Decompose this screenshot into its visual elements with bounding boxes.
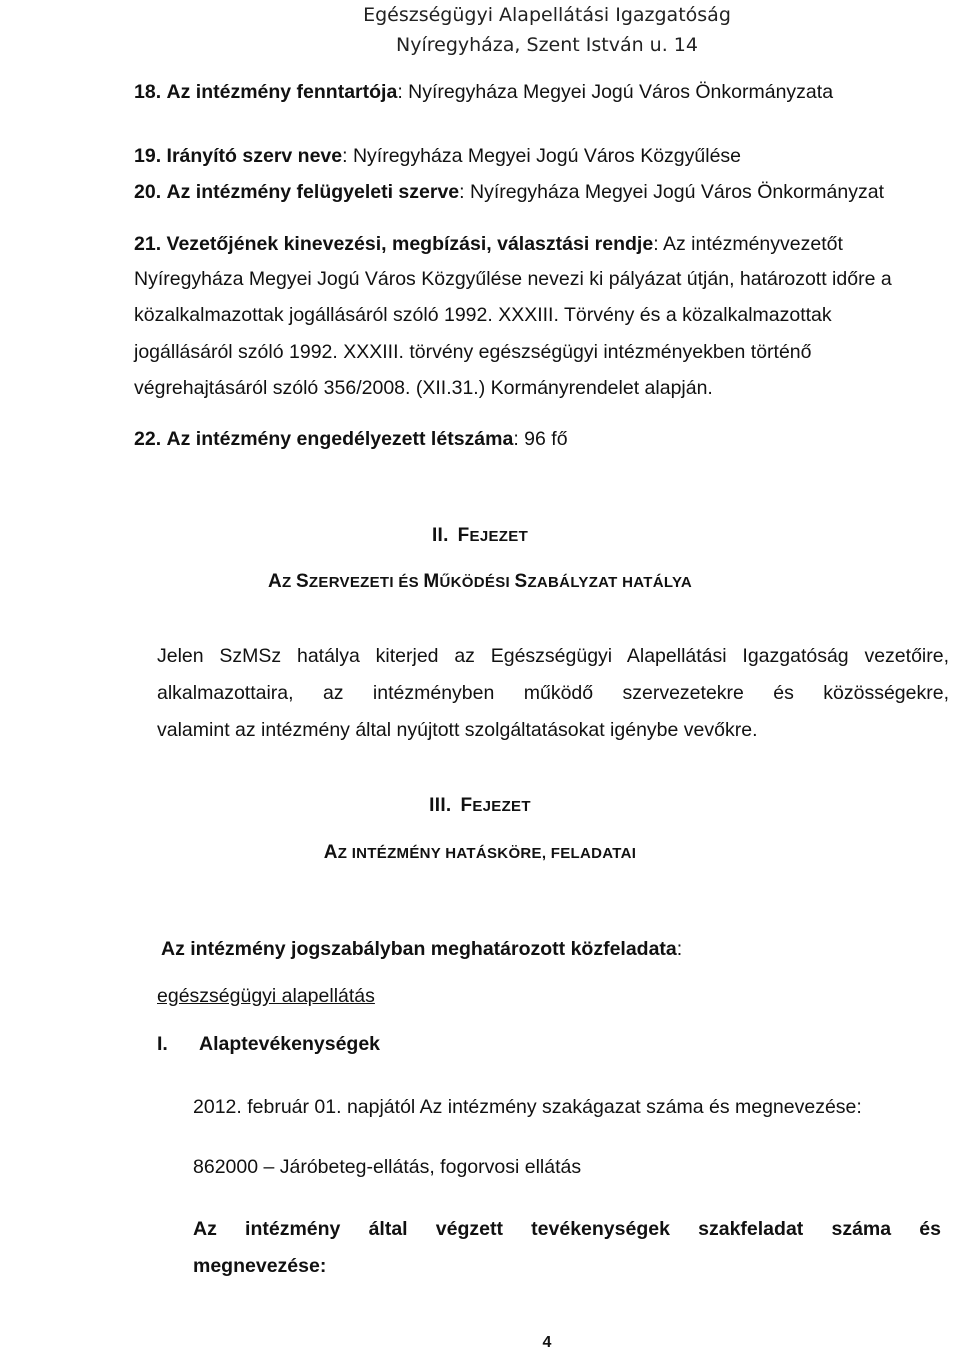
item-22 [134, 428, 568, 451]
chapter-3-subtitle [0, 842, 960, 864]
subtitle-part: ZABÁLYZAT HATÁLYA [527, 574, 693, 591]
subtitle-part: ÉS [398, 574, 424, 591]
item-20-value: Nyíregyháza Megyei Jogú Város Önkormányzat [464, 181, 885, 203]
subsection-title: Alaptevékenységek [199, 1033, 381, 1055]
chapter-2-paragraph-line-2: alkalmazottaira, az intézményben működő szervezetekre és közösségekre, [157, 682, 949, 704]
item-21-line-1: Nyíregyháza Megyei Jogú Város Közgyűlése nevezi ki pályázat útján, határozott időre a [134, 268, 892, 290]
item-18-colon: : [397, 81, 403, 103]
subsection-heading [157, 1033, 381, 1056]
chapter-2-subtitle [0, 571, 960, 593]
item-22-label: Az intézmény engedélyezett létszáma [166, 428, 514, 450]
item-21 [134, 233, 843, 256]
chapter-2-num: II. [431, 525, 449, 546]
item-20 [134, 181, 884, 204]
header-institution: Egészségügyi Alapellátási Igazgatóság [363, 4, 731, 26]
item-20-num: 20. [134, 181, 162, 203]
item-21-line-4: végrehajtásáról szóló 356/2008. (XII.31.) Kormányrendelet alapján. [134, 377, 713, 399]
subtitle-part: ZERVEZETI [308, 574, 399, 591]
item-19-colon: : [342, 145, 348, 167]
item-21-first: Az intézményvezetőt [658, 233, 843, 255]
chapter-3-subtitle-rest: Z INTÉZMÉNY HATÁSKÖRE, FELADATAI [337, 845, 637, 862]
subtitle-part: A [267, 571, 282, 592]
chapter-3-title-first: F [460, 795, 473, 816]
item-21-label: Vezetőjének kinevezési, megbízási, választási rendje [166, 233, 654, 255]
item-19-label: Irányító szerv neve [166, 145, 343, 167]
item-19 [134, 145, 741, 168]
chapter-3-num: III. [429, 795, 452, 816]
section-value: egészségügyi alapellátás [157, 985, 375, 1007]
item-22-num: 22. [134, 428, 162, 450]
chapter-3-title-rest: EJEZET [472, 798, 531, 815]
item-18-value: Nyíregyháza Megyei Jogú Város Önkormányzata [402, 81, 834, 103]
chapter-2-heading [0, 525, 960, 547]
item-19-num: 19. [134, 145, 162, 167]
header-address: Nyíregyháza, Szent István u. 14 [396, 34, 698, 56]
chapter-3-subtitle-first: A [323, 842, 338, 863]
section-bold-line-1: Az intézmény által végzett tevékenységek szakfeladat száma és [193, 1218, 941, 1240]
section-bold-line-2: megnevezése: [193, 1255, 327, 1277]
subtitle-part: S [295, 571, 309, 592]
chapter-2-title-rest: EJEZET [469, 528, 529, 545]
item-18 [134, 81, 833, 104]
subsection-num: I. [157, 1033, 168, 1055]
page-number: 4 [542, 1334, 552, 1351]
item-22-value: 96 fő [518, 428, 568, 450]
section-heading-colon: : [676, 938, 683, 960]
chapter-2-paragraph-line-3: valamint az intézmény által nyújtott szolgáltatásokat igénybe vevőkre. [157, 719, 758, 741]
item-20-colon: : [459, 181, 465, 203]
item-21-line-2: közalkalmazottak jogállásáról szóló 1992. XXXIII. Törvény és a közalkalmazottak [134, 304, 832, 326]
item-19-value: Nyíregyháza Megyei Jogú Város Közgyűlése [347, 145, 742, 167]
section-line-1: 2012. február 01. napjától Az intézmény szakágazat száma és megnevezése: [193, 1096, 862, 1118]
item-18-label: Az intézmény fenntartója [166, 81, 398, 103]
chapter-2-paragraph-line-1: Jelen SzMSz hatálya kiterjed az Egészségügyi Alapellátási Igazgatóság vezetőire, [157, 645, 949, 667]
item-21-line-3: jogállásáról szóló 1992. XXXIII. törvény egészségügyi intézményekben történő [134, 341, 812, 363]
item-21-num: 21. [134, 233, 162, 255]
item-22-colon: : [513, 428, 519, 450]
section-heading-text: Az intézmény jogszabályban meghatározott közfeladata [161, 938, 677, 960]
subtitle-part: Z [282, 574, 296, 591]
item-21-colon: : [653, 233, 659, 255]
section-line-2: 862000 – Járóbeteg-ellátás, fogorvosi ellátás [193, 1156, 582, 1178]
section-heading [161, 938, 682, 961]
subtitle-part: S [514, 571, 528, 592]
item-20-label: Az intézmény felügyeleti szerve [166, 181, 460, 203]
subtitle-part: ŰKÖDÉSI [439, 574, 515, 591]
item-18-num: 18. [134, 81, 162, 103]
chapter-2-title-first: F [457, 525, 470, 546]
subtitle-part: M [423, 571, 440, 592]
chapter-3-heading [0, 795, 960, 817]
